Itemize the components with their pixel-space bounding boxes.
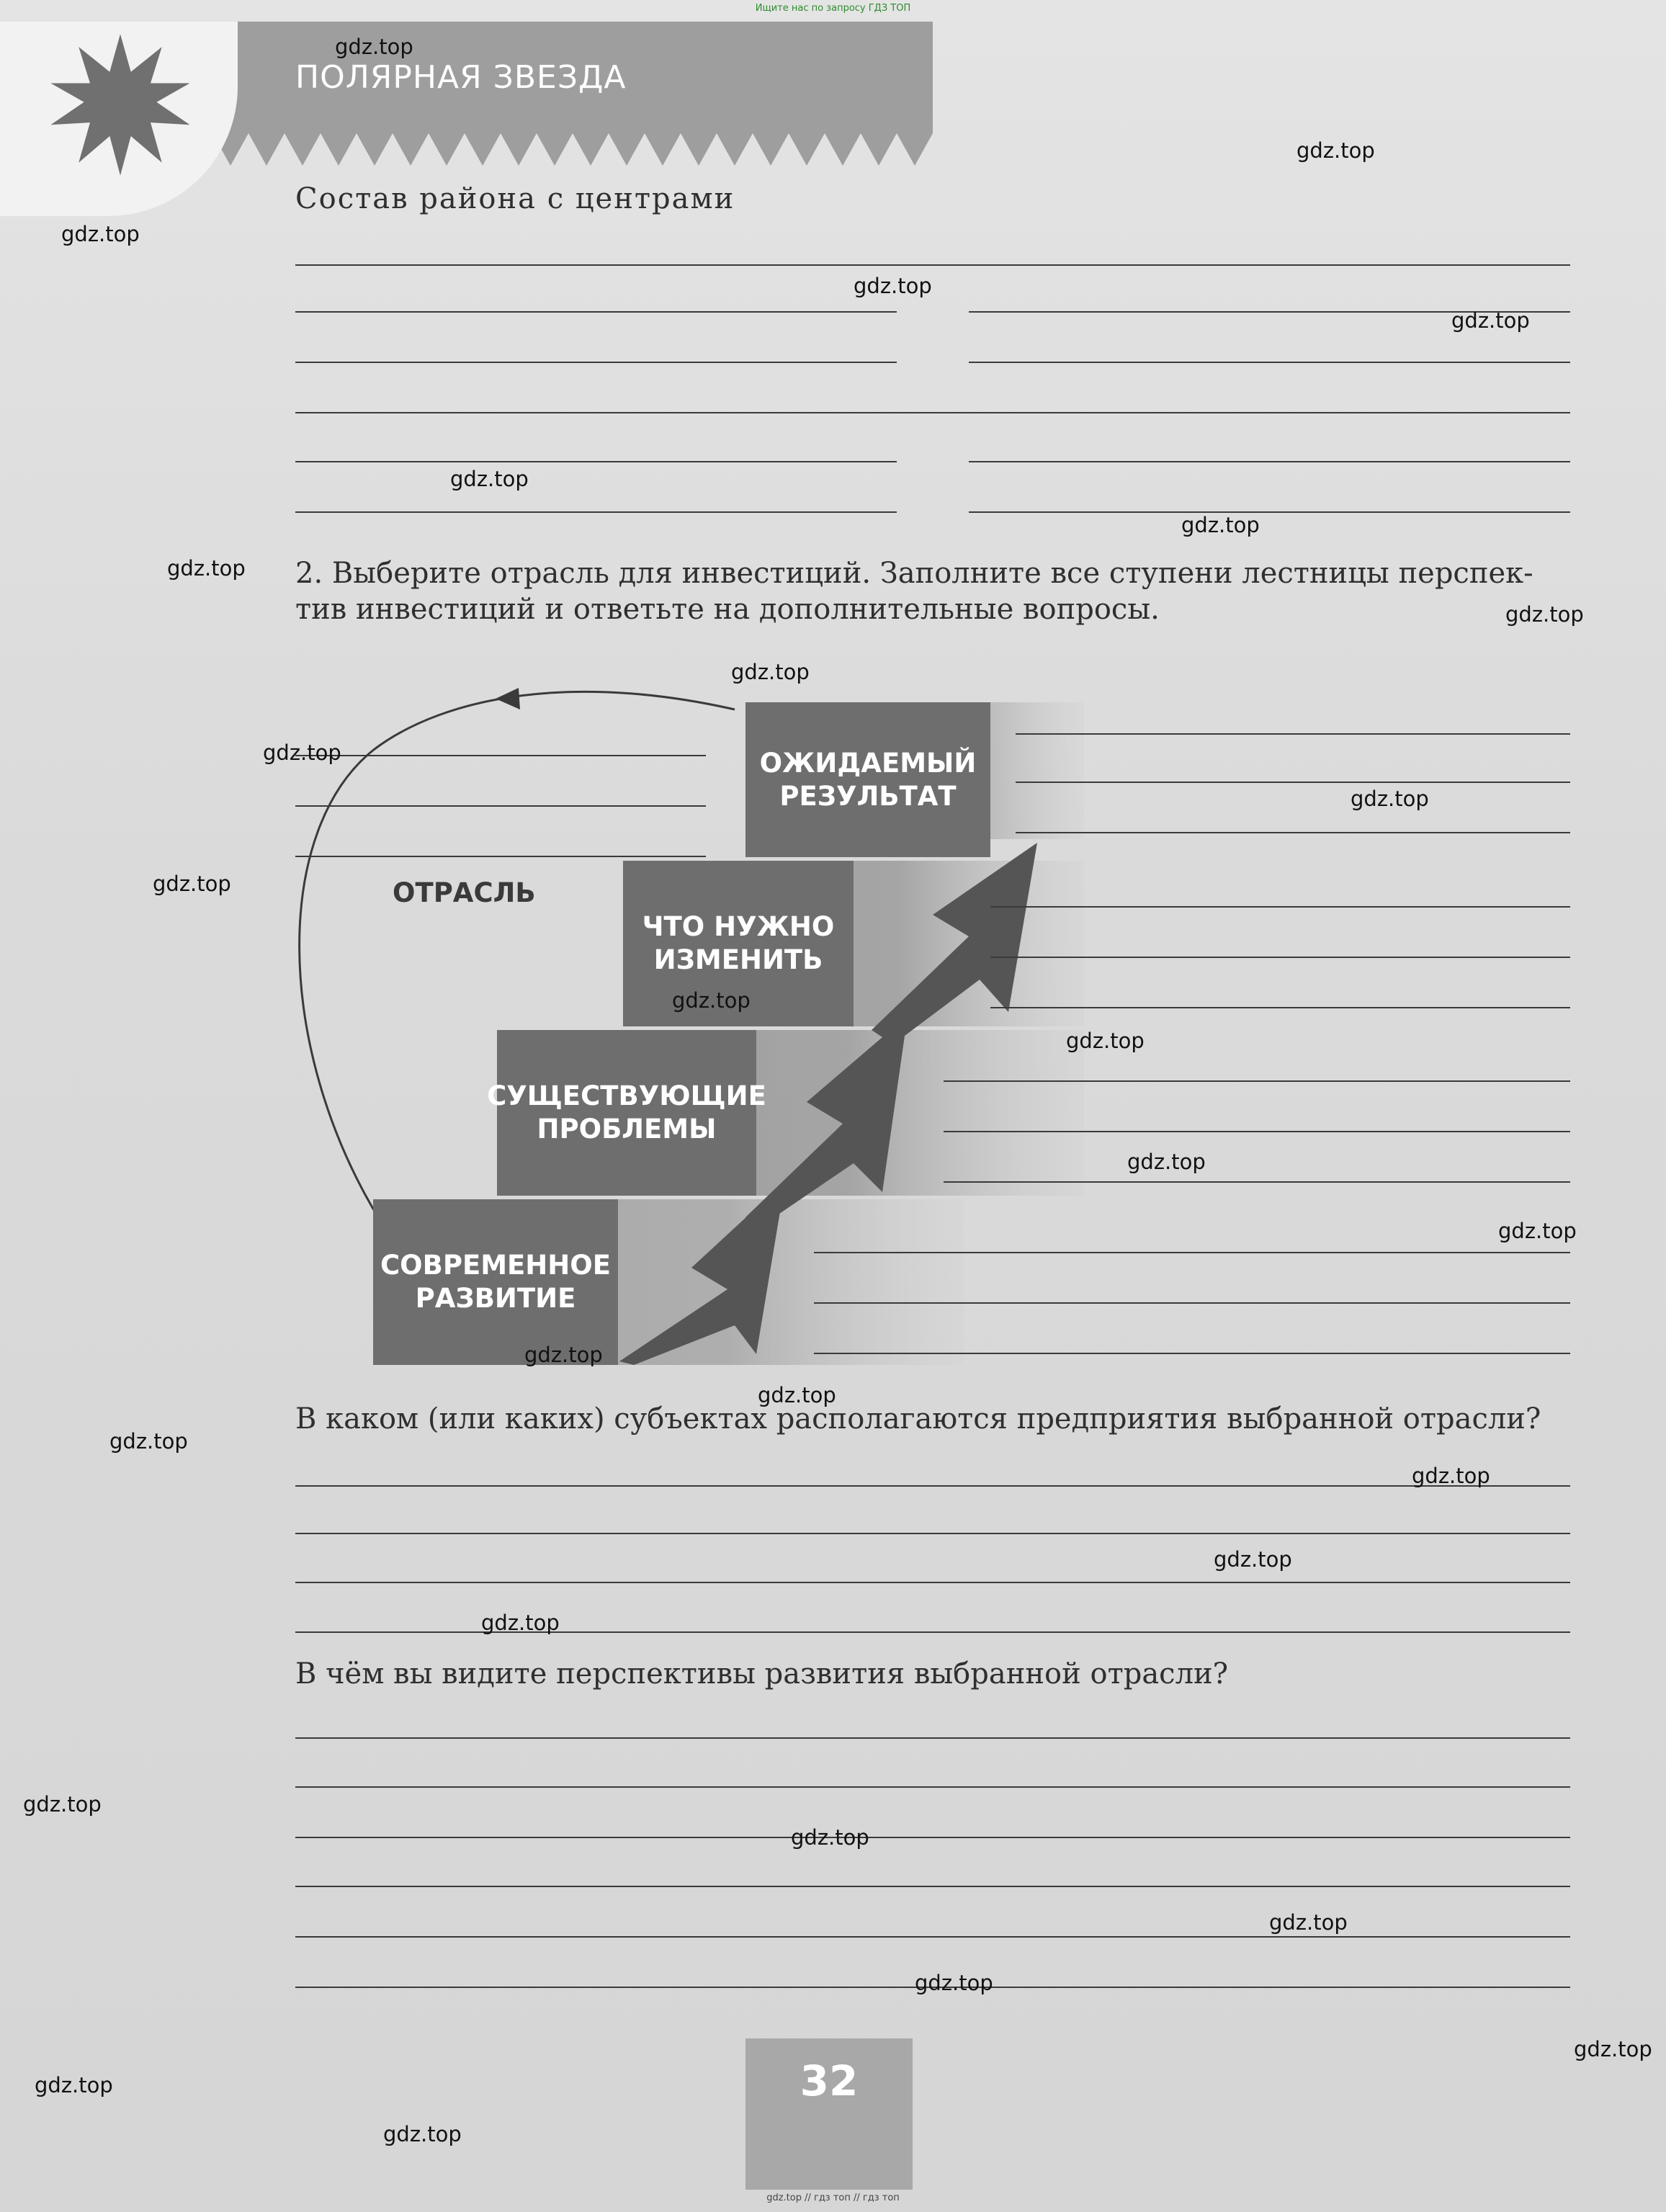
- watermark: gdz.top: [1498, 1219, 1577, 1243]
- step-answer-line[interactable]: [990, 906, 1570, 908]
- step-1-label-line-1: СОВРЕМЕННОЕ: [380, 1250, 611, 1281]
- step-answer-line[interactable]: [944, 1131, 1570, 1132]
- watermark: gdz.top: [481, 1611, 560, 1635]
- watermark: gdz.top: [263, 740, 341, 765]
- step-4-label-line-1: ОЖИДАЕМЫЙ: [759, 747, 977, 779]
- watermark: gdz.top: [672, 988, 751, 1013]
- answer-line[interactable]: [295, 1936, 1570, 1938]
- watermark: gdz.top: [1296, 138, 1375, 163]
- watermark: gdz.top: [915, 1971, 993, 1995]
- series-title: ПОЛЯРНАЯ ЗВЕЗДА: [295, 59, 627, 96]
- bottom-note: gdz.top // гдз топ // гдз топ: [766, 2193, 900, 2203]
- watermark: gdz.top: [1412, 1464, 1490, 1488]
- page-number: 32: [800, 2056, 859, 2105]
- step-answer-line[interactable]: [990, 957, 1570, 958]
- step-2-label-line-1: СУЩЕСТВУЮЩИЕ: [487, 1080, 766, 1111]
- step-answer-line[interactable]: [944, 1181, 1570, 1183]
- watermark: gdz.top: [731, 660, 810, 684]
- step-answer-line[interactable]: [990, 1007, 1570, 1008]
- step-answer-line[interactable]: [1016, 733, 1570, 735]
- watermark: gdz.top: [854, 274, 932, 298]
- watermark: gdz.top: [1066, 1029, 1145, 1053]
- step-2-label-line-2: ПРОБЛЕМЫ: [537, 1114, 717, 1145]
- watermark: gdz.top: [1351, 787, 1429, 811]
- answer-line[interactable]: [295, 1886, 1570, 1887]
- watermark: gdz.top: [35, 2073, 113, 2097]
- question-subjects: В каком (или каких) субъектах располагаются предприятия выбранной отрасли?: [295, 1402, 1541, 1436]
- watermark: gdz.top: [758, 1383, 836, 1407]
- step-answer-line[interactable]: [814, 1302, 1570, 1304]
- answer-line[interactable]: [295, 1533, 1570, 1534]
- watermark: gdz.top: [524, 1343, 603, 1367]
- watermark: gdz.top: [1127, 1150, 1206, 1174]
- watermark: gdz.top: [1181, 513, 1260, 537]
- step-answer-line[interactable]: [814, 1353, 1570, 1354]
- answer-line[interactable]: [295, 1485, 1570, 1487]
- watermark: gdz.top: [450, 467, 529, 491]
- watermark: gdz.top: [383, 2122, 462, 2146]
- branch-answer-line[interactable]: [295, 805, 706, 807]
- step-existing-problems: [487, 1030, 766, 1196]
- task-2-text-line-2: тив инвестиций и ответьте на дополнительные вопросы.: [295, 593, 1160, 626]
- step-expected-result: [745, 702, 990, 857]
- step-3-label-line-2: ИЗМЕНИТЬ: [653, 944, 823, 975]
- branch-label: ОТРАСЛЬ: [393, 877, 536, 908]
- step-answer-line[interactable]: [814, 1252, 1570, 1253]
- branch-answer-line[interactable]: [295, 856, 706, 857]
- watermark: gdz.top: [1574, 2037, 1652, 2061]
- watermark: gdz.top: [153, 872, 231, 896]
- watermark: gdz.top: [1505, 602, 1584, 627]
- step-answer-line[interactable]: [944, 1080, 1570, 1082]
- question-perspectives: В чём вы видите перспективы развития выбранной отрасли?: [295, 1657, 1229, 1691]
- task-2-text-line-1: 2. Выберите отрасль для инвестиций. Заполните все ступени лестницы перспек-: [295, 557, 1533, 590]
- watermark: gdz.top: [1269, 1910, 1348, 1935]
- watermark: gdz.top: [791, 1825, 869, 1850]
- watermark: gdz.top: [335, 35, 413, 59]
- section-heading: Состав района с центрами: [295, 182, 735, 215]
- step-answer-line[interactable]: [1016, 832, 1570, 833]
- watermark: gdz.top: [61, 222, 140, 246]
- watermark: gdz.top: [1451, 308, 1530, 333]
- step-3-label-line-1: ЧТО НУЖНО: [642, 911, 835, 942]
- answer-line[interactable]: [295, 1837, 1570, 1838]
- watermark: gdz.top: [23, 1792, 102, 1817]
- step-4-label-line-2: РЕЗУЛЬТАТ: [779, 780, 957, 812]
- watermark: gdz.top: [167, 556, 246, 581]
- step-1-label-line-2: РАЗВИТИЕ: [415, 1283, 576, 1314]
- watermark: gdz.top: [1214, 1547, 1292, 1572]
- top-note: Ищите нас по запросу ГДЗ ТОП: [755, 3, 911, 14]
- answer-line[interactable]: [295, 1737, 1570, 1739]
- answer-line[interactable]: [295, 1786, 1570, 1788]
- step-current-development: [373, 1199, 618, 1365]
- step-answer-line[interactable]: [1016, 782, 1570, 783]
- watermark: gdz.top: [109, 1429, 188, 1454]
- branch-answer-line[interactable]: [295, 755, 706, 756]
- answer-line[interactable]: [295, 1582, 1570, 1583]
